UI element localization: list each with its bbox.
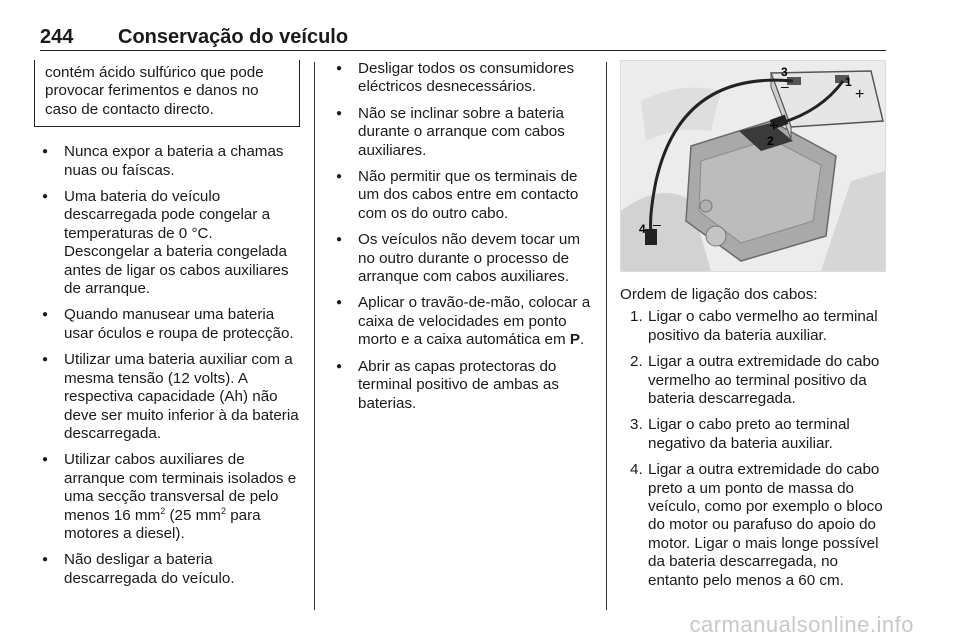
superscript: 2 (160, 505, 166, 516)
plus-sign: + (855, 86, 865, 103)
warning-box (34, 60, 300, 127)
steps-title: Ordem de ligação dos cabos: (620, 286, 818, 303)
plus-sign: + (769, 118, 779, 135)
list-item (34, 451, 300, 543)
column-divider (606, 62, 607, 610)
minus-sign: – (781, 78, 789, 94)
step-text: Ligar a outra extremidade do cabo vermelho ao terminal positivo da bateria descarregada. (648, 353, 880, 408)
list-item: ● Não desligar a bateria descarregada do veículo. (34, 551, 300, 588)
step-number: 1. (630, 308, 643, 326)
page-title: Conservação do veículo (118, 26, 349, 48)
cable-spec-text: Utilizar cabos auxiliares de arranque com terminais isolados e uma secção transversal de pelo menos 16 mm (64, 451, 297, 524)
label-4: 4 (639, 222, 646, 236)
list-item (620, 416, 888, 453)
safety-list-middle (328, 60, 594, 413)
superscript: 2 (220, 505, 226, 516)
gear-text: Aplicar o travão-de-mão, colocar a caixa de velocidades em ponto morto e a caixa automática em (358, 294, 591, 349)
list-item (620, 461, 888, 590)
safety-list-left (34, 143, 300, 588)
column-right (620, 60, 888, 598)
step-number: 3. (630, 416, 643, 434)
watermark: carmanualsonline.info (689, 612, 914, 637)
column-middle (328, 60, 594, 421)
column-left (34, 60, 300, 596)
minus-sign: – (653, 216, 661, 232)
list-item (620, 353, 888, 408)
label-2: 2 (767, 134, 774, 148)
connection-steps (620, 308, 888, 590)
list-item: ● Quando manusear uma bateria usar óculos e roupa de protecção. (34, 306, 300, 343)
column-divider (314, 62, 315, 610)
cable-spec-text: para motores a diesel). (64, 506, 261, 542)
warning-text: contém ácido sulfúrico que pode provocar ferimentos e danos no caso de contacto directo. (45, 64, 264, 118)
page-number: 244 (40, 26, 74, 48)
step-text: Ligar o cabo vermelho ao terminal positivo da bateria auxiliar. (648, 308, 878, 344)
step-text: Ligar o cabo preto ao terminal negativo da bateria auxiliar. (648, 416, 850, 452)
cable-spec-text: (25 mm (165, 506, 221, 524)
list-item (620, 308, 888, 345)
list-item: ● Não se inclinar sobre a bateria durante o arranque com cabos auxiliares. (328, 105, 594, 160)
page-header (40, 26, 886, 51)
list-item: ● Não permitir que os terminais de um dos cabos entre em contacto com os do outro cabo. (328, 168, 594, 223)
jump-start-illustration (620, 60, 886, 272)
list-item: ● Uma bateria do veículo descarregada pode congelar a temperaturas de 0 °C. Descongelar a bateria congelada antes de ligar os cabos auxiliares de arranque. (34, 188, 300, 298)
list-item (328, 294, 594, 349)
label-3: 3 (781, 65, 788, 79)
list-item: ● Os veículos não devem tocar um no outro durante o processo de arranque com cabos auxiliares. (328, 231, 594, 286)
park-symbol: P (569, 331, 581, 349)
label-1: 1 (845, 75, 852, 89)
list-item: ● Utilizar uma bateria auxiliar com a mesma tensão (12 volts). A respectiva capacidade (Ah) não deve ser muito inferior à da bateria descarregada. (34, 351, 300, 443)
step-text: Ligar a outra extremidade do cabo preto a um ponto de massa do veículo, como por exemplo o bloco do motor ou parafuso do apoio do motor. Ligar o mais longe possível da bateria descarregada, no entanto pelo menos a 60 cm. (648, 461, 883, 589)
step-number: 4. (630, 461, 643, 479)
list-item: ● Nunca expor a bateria a chamas nuas ou faíscas. (34, 143, 300, 180)
list-item: ● Abrir as capas protectoras do terminal positivo de ambas as baterias. (328, 358, 594, 413)
gear-text: . (580, 331, 585, 349)
engine-bay-drawing (621, 61, 885, 271)
list-item: ● Desligar todos os consumidores eléctricos desnecessários. (328, 60, 594, 97)
step-number: 2. (630, 353, 643, 371)
